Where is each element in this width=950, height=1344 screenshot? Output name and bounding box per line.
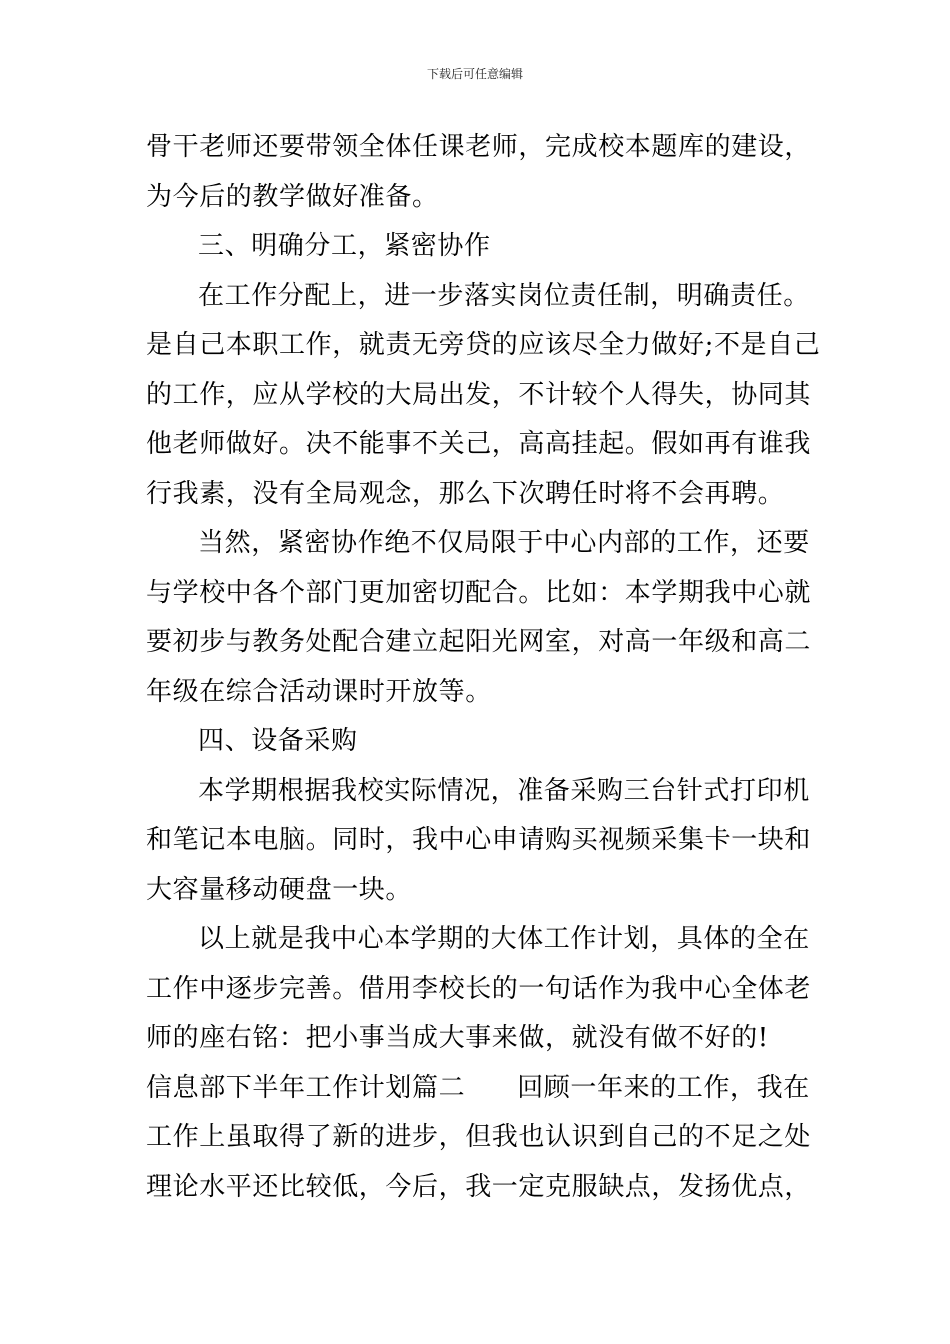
section-title: 信息部下半年工作计划篇二 [146, 1072, 466, 1103]
paragraph-line: 理论水平还比较低，今后，我一定克服缺点，发扬优点， [146, 1171, 812, 1202]
paragraph-text: 回顾一年来的工作，我在 [517, 1072, 810, 1103]
page-header: 下载后可任意编辑 [426, 67, 523, 81]
paragraph-line: 骨干老师还要带领全体任课老师，完成校本题库的建设， [146, 132, 812, 162]
paragraph-line: 要初步与教务处配合建立起阳光网室，对高一年级和高二 [146, 627, 812, 657]
paragraph-line: 为今后的教学做好准备。 [146, 181, 439, 212]
paragraph-line: 在工作分配上，进一步落实岗位责任制，明确责任。 [198, 280, 810, 311]
paragraph-line: 与学校中各个部门更加密切配合。比如：本学期我中心就 [146, 577, 812, 608]
document-body [146, 127, 821, 1216]
paragraph-line: 行我素，没有全局观念，那么下次聘任时将不会再聘。 [146, 478, 785, 509]
paragraph-line: 年级在综合活动课时开放等。 [146, 676, 492, 707]
paragraph-line: 本学期根据我校实际情况，准备采购三台针式打印机 [198, 775, 810, 806]
paragraph-line [146, 1068, 810, 1118]
paragraph-line: 他老师做好。决不能事不关己，高高挂起。假如再有谁我 [146, 429, 812, 459]
paragraph-line: 师的座右铭：把小事当成大事来做，就没有做不好的! [146, 1023, 769, 1053]
paragraph-line: 大容量移动硬盘一块。 [146, 874, 413, 905]
paragraph-line: 的工作，应从学校的大局出发，不计较个人得失，协同其 [146, 379, 812, 410]
paragraph-line: 以上就是我中心本学期的大体工作计划，具体的全在 [198, 924, 810, 954]
paragraph-line: 工作中逐步完善。借用李校长的一句话作为我中心全体老 [146, 973, 812, 1004]
section-heading: 三、明确分工，紧密协作 [198, 231, 491, 261]
paragraph-line: 当然，紧密协作绝不仅局限于中心内部的工作，还要 [198, 528, 810, 558]
paragraph-line: 和笔记本电脑。同时，我中心申请购买视频采集卡一块和 [146, 825, 812, 855]
section-heading: 四、设备采购 [198, 726, 358, 756]
paragraph-line: 工作上虽取得了新的进步，但我也认识到自己的不足之处 [146, 1122, 812, 1152]
paragraph-line: 是自己本职工作，就责无旁贷的应该尽全力做好;不是自己 [146, 330, 821, 360]
